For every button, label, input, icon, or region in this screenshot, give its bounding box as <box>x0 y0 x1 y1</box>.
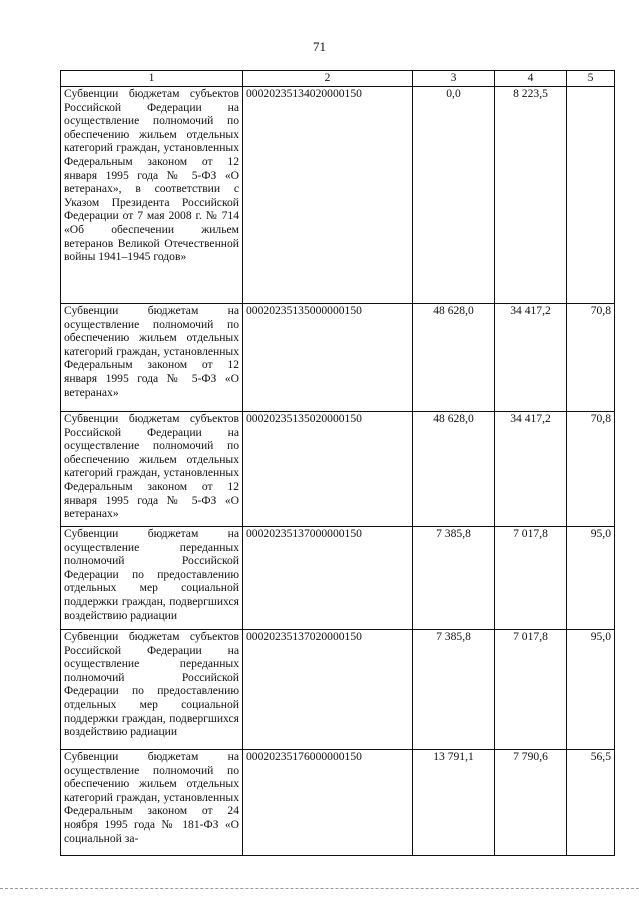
row-value-col5 <box>567 87 615 304</box>
row-name-cell: Субвенции бюджетам на осуществление переданных полномочий Российской Федерации по предоставлению отдельных мер социальной поддержки граждан, подвергшихся воздействию радиации <box>61 527 243 630</box>
row-code-cell: 00020235135020000150 <box>243 412 413 527</box>
row-name-cell: Субвенции бюджетам на осуществление полномочий по обеспечению жильем отдельных категорий граждан, установленных Федеральным законом от 12 января 1995 года № 5-ФЗ «О ветеранах» <box>61 304 243 412</box>
row-value-col3: 7 385,8 <box>413 630 495 750</box>
row-value-col4: 34 417,2 <box>495 304 567 412</box>
column-header: 1 <box>61 71 243 87</box>
row-code-cell: 00020235135000000150 <box>243 304 413 412</box>
page-bottom-rule <box>0 888 639 889</box>
row-name-cell: Субвенции бюджетам на осуществление полномочий по обеспечению жильем отдельных категорий граждан, установленных Федеральным законом от 24 ноября 1995 года № 181-ФЗ «О социальной за- <box>61 750 243 856</box>
row-value-col3: 0,0 <box>413 87 495 304</box>
row-code-cell: 00020235137000000150 <box>243 527 413 630</box>
row-name-cell: Субвенции бюджетам субъектов Российской Федерации на осуществление полномочий по обеспечению жильем отдельных категорий граждан, установленных Федеральным законом от 12 января 1995 года № 5-ФЗ «О ветеранах», в соответствии с Указом Президента Российской Федерации от 7 мая 2008 г. № 714 «Об обеспечении жильем ветеранов Великой Отечественной войны 1941–1945 годов» <box>61 87 243 304</box>
table-row <box>61 412 615 527</box>
row-value-col4: 7 790,6 <box>495 750 567 856</box>
row-value-col5: 56,5 <box>567 750 615 856</box>
row-value-col5: 70,8 <box>567 412 615 527</box>
row-value-col4: 7 017,8 <box>495 527 567 630</box>
row-value-col5: 95,0 <box>567 527 615 630</box>
row-value-col4: 34 417,2 <box>495 412 567 527</box>
table-row <box>61 630 615 750</box>
column-header: 5 <box>567 71 615 87</box>
row-value-col5: 95,0 <box>567 630 615 750</box>
budget-table <box>60 70 615 856</box>
row-code-cell: 00020235137020000150 <box>243 630 413 750</box>
table-row <box>61 750 615 856</box>
table-row <box>61 87 615 304</box>
column-header: 2 <box>243 71 413 87</box>
row-value-col3: 48 628,0 <box>413 304 495 412</box>
row-code-cell: 00020235134020000150 <box>243 87 413 304</box>
row-code-cell: 00020235176000000150 <box>243 750 413 856</box>
row-value-col3: 48 628,0 <box>413 412 495 527</box>
row-value-col3: 13 791,1 <box>413 750 495 856</box>
page-number: 71 <box>313 39 326 54</box>
row-value-col3: 7 385,8 <box>413 527 495 630</box>
row-value-col4: 7 017,8 <box>495 630 567 750</box>
table-header-row <box>61 71 615 87</box>
row-value-col5: 70,8 <box>567 304 615 412</box>
table-row <box>61 304 615 412</box>
row-value-col4: 8 223,5 <box>495 87 567 304</box>
column-header: 4 <box>495 71 567 87</box>
row-name-cell: Субвенции бюджетам субъектов Российской Федерации на осуществление переданных полномочий Российской Федерации по предоставлению отдельных мер социальной поддержки граждан, подвергшихся воздействию радиации <box>61 630 243 750</box>
table-row <box>61 527 615 630</box>
row-name-cell: Субвенции бюджетам субъектов Российской Федерации на осуществление полномочий по обеспечению жильем отдельных категорий граждан, установленных Федеральным законом от 12 января 1995 года № 5-ФЗ «О ветеранах» <box>61 412 243 527</box>
column-header: 3 <box>413 71 495 87</box>
